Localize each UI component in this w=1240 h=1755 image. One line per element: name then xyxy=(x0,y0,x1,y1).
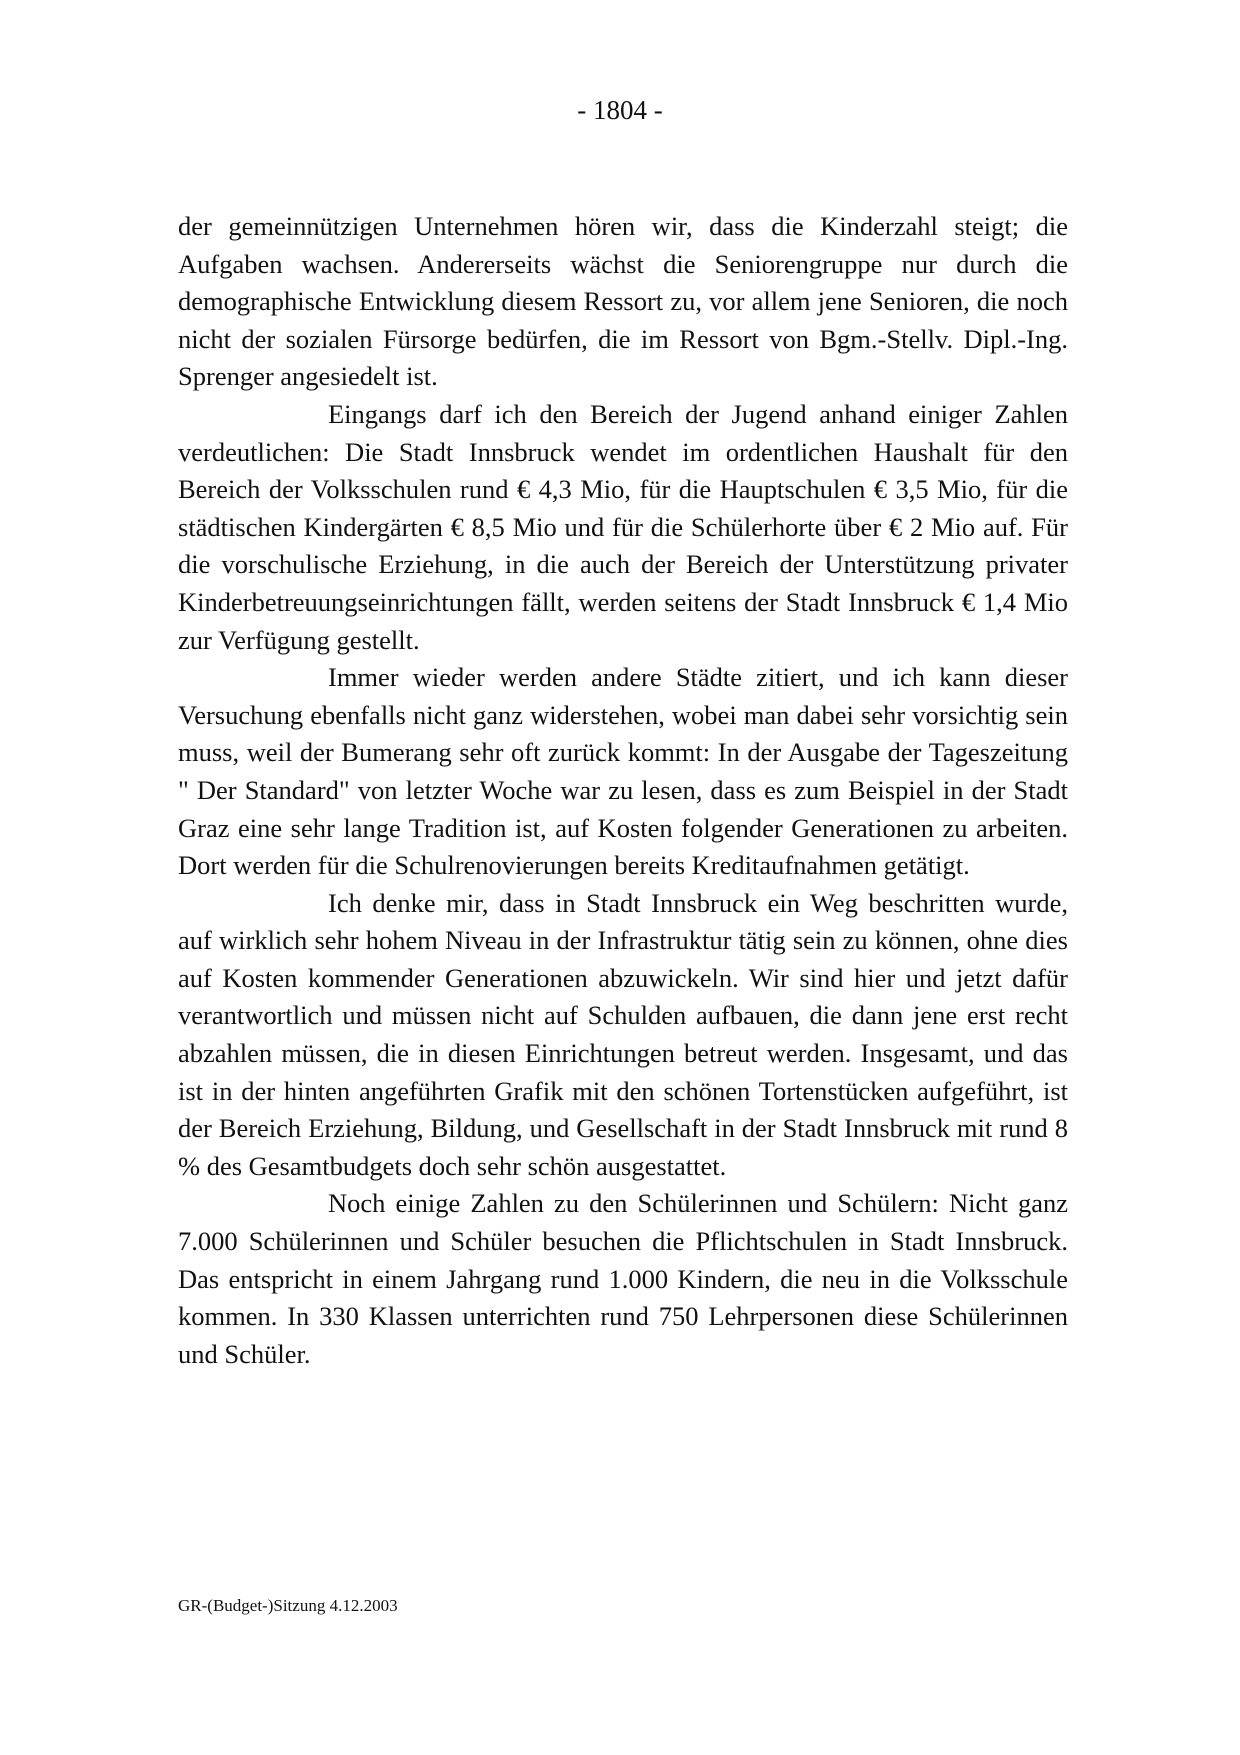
page-number: - 1804 - xyxy=(577,95,663,125)
paragraph-5: Noch einige Zahlen zu den Schülerinnen und Schülern: Nicht ganz 7.000 Schülerinnen und Schüler besuchen die Pflichtschulen in Stadt Innsbruck. Das entspricht in einem Jahrgang rund 1.000 Kindern, die neu in die Volksschule kommen. In 330 Klassen unterrichten rund 750 Lehrpersonen diese Schülerinnen und Schüler. xyxy=(178,1188,1068,1369)
paragraph-2: Eingangs darf ich den Bereich der Jugend anhand einiger Zahlen verdeutlichen: Die Stadt Innsbruck wendet im ordentlichen Haushalt für den Bereich der Volksschulen rund € 4,3 Mio, für die Hauptschulen € 3,5 Mio, für die städtischen Kindergärten € 8,5 Mio und für die Schülerhorte über € 2 Mio auf. Für die vorschulische Erziehung, in die auch der Bereich der Unterstützung privater Kinderbetreuungseinrichtungen fällt, werden seitens der Stadt Innsbruck € 1,4 Mio zur Verfügung gestellt. xyxy=(178,398,1068,655)
paragraph-1: der gemeinnützigen Unternehmen hören wir, dass die Kinderzahl steigt; die Aufgaben wachsen. Andererseits wächst die Seniorengruppe nur durch die demographische Entwicklung diesem Ressort zu, vor allem jene Senioren, die noch nicht der sozialen Fürsorge bedürfen, die im Ressort von Bgm.-Stellv. Dipl.-Ing. Sprenger angesiedelt ist. xyxy=(178,211,1068,392)
paragraph-3: Immer wieder werden andere Städte zitiert, und ich kann dieser Versuchung ebenfalls nicht ganz widerstehen, wobei man dabei sehr vorsichtig sein muss, weil der Bumerang sehr oft zurück kommt: In der Ausgabe der Tageszeitung " Der Standard" von letzter Woche war zu lesen, dass es zum Beispiel in der Stadt Graz eine sehr lange Tradition ist, auf Kosten folgender Generationen zu arbeiten. Dort werden für die Schulrenovierungen bereits Kreditaufnahmen getätigt. xyxy=(178,662,1068,881)
body-text xyxy=(178,208,1068,1373)
paragraph-4: Ich denke mir, dass in Stadt Innsbruck ein Weg beschritten wurde, auf wirklich sehr hohem Niveau in der Infrastruktur tätig sein zu können, ohne dies auf Kosten kommender Generationen abzuwickeln. Wir sind hier und jetzt dafür verantwortlich und müssen nicht auf Schulden aufbauen, die dann jene erst recht abzahlen müssen, die in diesen Einrichtungen betreut werden. Insgesamt, und das ist in der hinten angeführten Grafik mit den schönen Tortenstücken aufgeführt, ist der Bereich Erziehung, Bildung, und Gesellschaft in der Stadt Innsbruck mit rund 8 % des Gesamtbudgets doch sehr schön ausgestattet. xyxy=(178,887,1068,1181)
footer-session-date: GR-(Budget-)Sitzung 4.12.2003 xyxy=(178,1596,398,1615)
